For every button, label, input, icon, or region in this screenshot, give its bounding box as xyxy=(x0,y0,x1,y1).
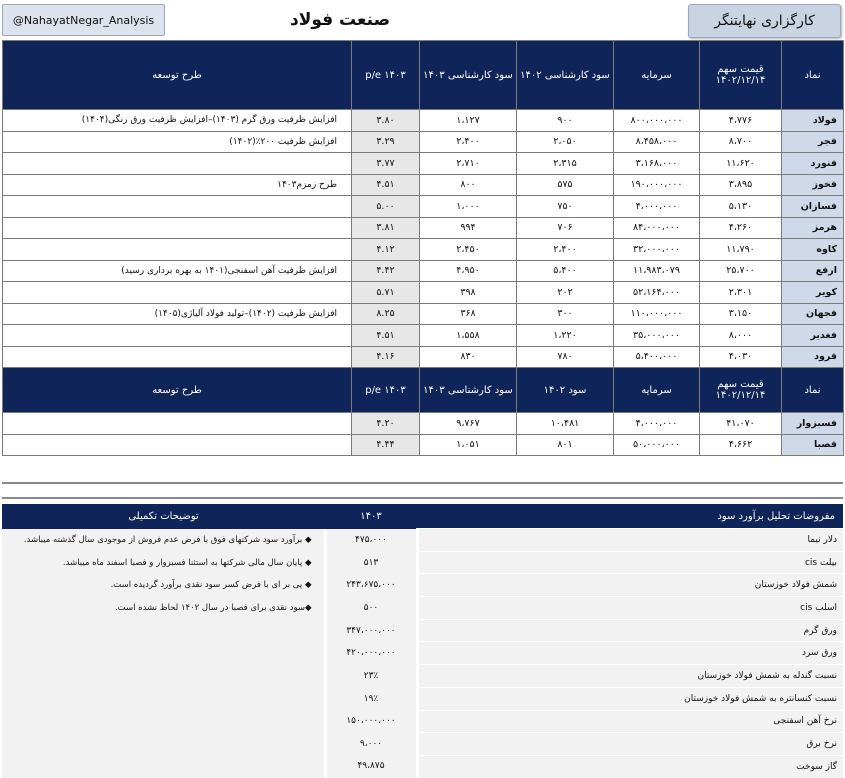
assumption-row xyxy=(2,687,843,710)
cell-price: ۴،۲۶۰ xyxy=(700,217,782,239)
cell-eps1402: ۲۰۲ xyxy=(517,282,614,304)
table-row xyxy=(3,260,844,282)
note xyxy=(2,710,325,733)
cell-capital: ۴،۰۰۰،۰۰۰ xyxy=(614,413,700,435)
column-header: سود کارشناسی ۱۴۰۳ xyxy=(420,41,517,110)
assumption-row xyxy=(2,551,843,574)
assumption-label: ورق گرم xyxy=(417,619,843,642)
note xyxy=(2,619,325,642)
cell-eps1402: ۹۰۰ xyxy=(517,110,614,132)
stock-symbol: هرمز xyxy=(782,217,844,239)
stock-symbol: فجر xyxy=(782,131,844,153)
assumption-value: ۴۲۰،۰۰۰،۰۰۰ xyxy=(325,642,417,665)
note: ◆سود نقدی برای فصبا در سال ۱۴۰۲ لحاظ نشده است. xyxy=(2,597,325,620)
cell-eps1403: ۳۹۸ xyxy=(420,282,517,304)
cell-price: ۸،۷۰۰ xyxy=(700,131,782,153)
assumption-label: نرخ برق xyxy=(417,733,843,756)
assumption-label: نسبت گندله به شمش فولاد خوزستان xyxy=(417,665,843,688)
cell-price: ۳،۱۵۰ xyxy=(700,303,782,325)
assumption-label: نسبت کنسانتره به شمش فولاد خوزستان xyxy=(417,687,843,710)
cell-price: ۲۵،۷۰۰ xyxy=(700,260,782,282)
stocks-table xyxy=(2,40,844,456)
cell-capital: ۸،۴۵۸،۰۰۰ xyxy=(614,131,700,153)
table-row xyxy=(3,239,844,261)
cell-eps1402: ۸۰۱ xyxy=(517,434,614,456)
cell-plan xyxy=(3,282,352,304)
cell-eps1402: ۷۰۶ xyxy=(517,217,614,239)
cell-price: ۴،۰۳۰ xyxy=(700,346,782,368)
stock-symbol: فرود xyxy=(782,346,844,368)
assumption-row xyxy=(2,619,843,642)
table-row xyxy=(3,217,844,239)
stock-symbol: فولاد xyxy=(782,110,844,132)
cell-pe: ۸.۲۵ xyxy=(352,303,420,325)
assumption-row xyxy=(2,665,843,688)
cell-eps1403: ۹۹۴ xyxy=(420,217,517,239)
stock-symbol: فسبزوار xyxy=(782,413,844,435)
stock-symbol: فغدیر xyxy=(782,325,844,347)
cell-plan xyxy=(3,153,352,175)
table-row xyxy=(3,325,844,347)
divider xyxy=(2,482,843,484)
note xyxy=(2,665,325,688)
note xyxy=(2,642,325,665)
cell-pe: ۴.۲۰ xyxy=(352,413,420,435)
assumption-label: گاز سوخت xyxy=(417,755,843,777)
assumption-label: اسلب cis xyxy=(417,597,843,620)
cell-capital: ۵۰،۰۰۰،۰۰۰ xyxy=(614,434,700,456)
cell-eps1403: ۱،۵۵۸ xyxy=(420,325,517,347)
table-row xyxy=(3,346,844,368)
cell-pe: ۳.۲۹ xyxy=(352,131,420,153)
table-row xyxy=(3,282,844,304)
cell-eps1403: ۱،۰۵۱ xyxy=(420,434,517,456)
note: ◆ برآورد سود شرکتهای فوق با فرض عدم فروش از موجودی سال گذشته میباشد. xyxy=(2,529,325,552)
assumption-row xyxy=(2,642,843,665)
column-header: p/e ۱۴۰۳ xyxy=(352,41,420,110)
cell-eps1402: ۷۵۰ xyxy=(517,196,614,218)
page-title: صنعت فولاد xyxy=(289,10,391,30)
cell-eps1402: ۲،۴۰۰ xyxy=(517,239,614,261)
cell-plan xyxy=(3,346,352,368)
cell-capital: ۱۱،۹۸۳،۰۷۹ xyxy=(614,260,700,282)
cell-eps1403: ۲،۴۰۰ xyxy=(420,131,517,153)
assumption-label: شمش فولاد خوزستان xyxy=(417,574,843,597)
stock-symbol: فنورد xyxy=(782,153,844,175)
assumption-value: ۴۹،۸۷۵ xyxy=(325,755,417,777)
column-header: سود ۱۴۰۲ xyxy=(517,368,614,413)
cell-price: ۴۱،۰۷۰ xyxy=(700,413,782,435)
assumption-value: ۲۴۳،۶۷۵،۰۰۰ xyxy=(325,574,417,597)
assumption-value: ۱۵۰،۰۰۰،۰۰۰ xyxy=(325,710,417,733)
cell-eps1402: ۱،۲۲۰ xyxy=(517,325,614,347)
cell-plan: افزایش ظرفیت آهن اسفنجی(۱۴۰۱ به بهره برداری رسید) xyxy=(3,260,352,282)
cell-plan xyxy=(3,325,352,347)
column-header: سرمایه xyxy=(614,368,700,413)
cell-eps1402: ۲،۰۵۰ xyxy=(517,131,614,153)
cell-eps1403: ۱،۱۲۷ xyxy=(420,110,517,132)
column-header: قیمت سهم ۱۴۰۲/۱۲/۱۴ xyxy=(700,368,782,413)
note: ◆ پی بر ای با فرض کسر سود نقدی برآورد گردیده است. xyxy=(2,574,325,597)
note: ◆ پایان سال مالی شرکتها به استثنا فسبزوار و فصبا اسفند ماه میباشد. xyxy=(2,551,325,574)
column-header: طرح توسعه xyxy=(3,368,352,413)
column-header: نماد xyxy=(782,368,844,413)
assumption-value: ۳۴۷،۰۰۰،۰۰۰ xyxy=(325,619,417,642)
cell-eps1403: ۳۶۸ xyxy=(420,303,517,325)
table-row xyxy=(3,110,844,132)
column-header: سود کارشناسی ۱۴۰۲ xyxy=(517,41,614,110)
table-header-row xyxy=(3,41,844,110)
cell-plan: افزایش ظرفیت (۱۴۰۲)–تولید فولاد آلیاژی(۱۴۰۵) xyxy=(3,303,352,325)
cell-plan: افزایش ظرفیت ورق گرم (۱۴۰۳)–افزایش ظرفیت ورق رنگی(۱۴۰۴) xyxy=(3,110,352,132)
divider xyxy=(2,497,843,499)
cell-eps1402: ۷۸۰ xyxy=(517,346,614,368)
cell-price: ۱۱،۷۹۰ xyxy=(700,239,782,261)
cell-capital: ۳۲،۰۰۰،۰۰۰ xyxy=(614,239,700,261)
assumption-row xyxy=(2,755,843,777)
cell-capital: ۵۲،۱۶۴،۰۰۰ xyxy=(614,282,700,304)
cell-capital: ۸۰۰،۰۰۰،۰۰۰ xyxy=(614,110,700,132)
assumption-row xyxy=(2,574,843,597)
assumptions-table xyxy=(2,504,843,778)
brokerage-brand: کارگزاری نهایتنگر xyxy=(688,4,841,38)
stock-symbol: کاوه xyxy=(782,239,844,261)
stock-symbol: ارفع xyxy=(782,260,844,282)
cell-eps1402: ۱۰،۴۸۱ xyxy=(517,413,614,435)
assumption-label: بیلت cis xyxy=(417,551,843,574)
column-header: طرح توسعه xyxy=(3,41,352,110)
cell-pe: ۳.۸۰ xyxy=(352,110,420,132)
cell-capital: ۸۴،۰۰۰،۰۰۰ xyxy=(614,217,700,239)
note xyxy=(2,733,325,756)
table-row xyxy=(3,131,844,153)
assumption-row xyxy=(2,597,843,620)
cell-eps1402: ۳۰۰ xyxy=(517,303,614,325)
cell-price: ۸،۰۰۰ xyxy=(700,325,782,347)
assumption-row xyxy=(2,733,843,756)
cell-capital: ۱۱۰،۰۰۰،۰۰۰ xyxy=(614,303,700,325)
cell-eps1403: ۸۳۰ xyxy=(420,346,517,368)
assumption-value: ۲۳٪ xyxy=(325,665,417,688)
assumption-label: دلار نیما xyxy=(417,529,843,552)
cell-eps1402: ۵۷۵ xyxy=(517,174,614,196)
assumption-label: ورق سرد xyxy=(417,642,843,665)
cell-price: ۲،۳۰۱ xyxy=(700,282,782,304)
cell-pe: ۵.۷۱ xyxy=(352,282,420,304)
note xyxy=(2,687,325,710)
cell-pe: ۴.۱۶ xyxy=(352,346,420,368)
assumption-row xyxy=(2,529,843,552)
cell-price: ۳،۸۹۵ xyxy=(700,174,782,196)
cell-pe: ۴.۵۱ xyxy=(352,325,420,347)
notes-header: توضیحات تکمیلی xyxy=(2,504,325,529)
cell-eps1402: ۲،۳۱۵ xyxy=(517,153,614,175)
assumptions-header: مفروضات تحلیل برآورد سود xyxy=(417,504,843,529)
cell-plan: طرح زمزم۱۴۰۳ xyxy=(3,174,352,196)
assumption-value: ۵۰۰ xyxy=(325,597,417,620)
cell-price: ۱۱،۶۲۰ xyxy=(700,153,782,175)
cell-eps1403: ۱،۰۰۰ xyxy=(420,196,517,218)
table-row xyxy=(3,196,844,218)
assumption-value: ۹،۰۰۰ xyxy=(325,733,417,756)
stock-symbol: فخوز xyxy=(782,174,844,196)
cell-capital: ۱۹۰،۰۰۰،۰۰۰ xyxy=(614,174,700,196)
cell-eps1403: ۴،۹۵۰ xyxy=(420,260,517,282)
cell-plan xyxy=(3,413,352,435)
cell-pe: ۴.۴۴ xyxy=(352,434,420,456)
cell-plan xyxy=(3,217,352,239)
cell-eps1403: ۹،۷۶۷ xyxy=(420,413,517,435)
column-header: سرمایه xyxy=(614,41,700,110)
column-header: نماد xyxy=(782,41,844,110)
cell-eps1403: ۲،۴۵۰ xyxy=(420,239,517,261)
cell-pe: ۳.۷۷ xyxy=(352,153,420,175)
assumption-label: نرخ آهن اسفنجی xyxy=(417,710,843,733)
cell-pe: ۴.۱۲ xyxy=(352,239,420,261)
column-header: سود کارشناسی ۱۴۰۳ xyxy=(420,368,517,413)
note xyxy=(2,755,325,777)
cell-capital: ۵،۴۰۰،۰۰۰ xyxy=(614,346,700,368)
stock-symbol: فسازان xyxy=(782,196,844,218)
assumption-row xyxy=(2,710,843,733)
table-row xyxy=(3,174,844,196)
stock-symbol: کویر xyxy=(782,282,844,304)
cell-plan xyxy=(3,434,352,456)
cell-eps1403: ۸۰۰ xyxy=(420,174,517,196)
table-row xyxy=(3,413,844,435)
table-row xyxy=(3,434,844,456)
assumption-value: ۵۱۳ xyxy=(325,551,417,574)
cell-eps1403: ۲،۷۱۰ xyxy=(420,153,517,175)
table-row xyxy=(3,153,844,175)
column-header: p/e ۱۴۰۳ xyxy=(352,368,420,413)
cell-eps1402: ۵،۴۰۰ xyxy=(517,260,614,282)
table-row xyxy=(3,303,844,325)
cell-capital: ۳۵،۰۰۰،۰۰۰ xyxy=(614,325,700,347)
cell-pe: ۵.۰۰ xyxy=(352,196,420,218)
cell-pe: ۴.۵۱ xyxy=(352,174,420,196)
assumption-value: ۱۹٪ xyxy=(325,687,417,710)
stock-symbol: فجهان xyxy=(782,303,844,325)
year-header: ۱۴۰۳ xyxy=(325,504,417,529)
cell-plan: افزایش ظرفیت ۲۰۰٪(۱۴۰۲) xyxy=(3,131,352,153)
cell-pe: ۳.۸۱ xyxy=(352,217,420,239)
column-header: قیمت سهم ۱۴۰۲/۱۲/۱۴ xyxy=(700,41,782,110)
stock-symbol: فصبا xyxy=(782,434,844,456)
cell-price: ۴،۶۶۲ xyxy=(700,434,782,456)
cell-capital: ۳،۱۶۸،۰۰۰ xyxy=(614,153,700,175)
cell-plan xyxy=(3,196,352,218)
cell-plan xyxy=(3,239,352,261)
cell-price: ۵،۱۳۰ xyxy=(700,196,782,218)
cell-price: ۴،۷۷۶ xyxy=(700,110,782,132)
cell-pe: ۴.۴۲ xyxy=(352,260,420,282)
assumption-value: ۴۷۵،۰۰۰ xyxy=(325,529,417,552)
channel-handle: @NahayatNegar_Analysis xyxy=(2,4,165,36)
table-header-row xyxy=(3,368,844,413)
cell-capital: ۴،۰۰۰،۰۰۰ xyxy=(614,196,700,218)
